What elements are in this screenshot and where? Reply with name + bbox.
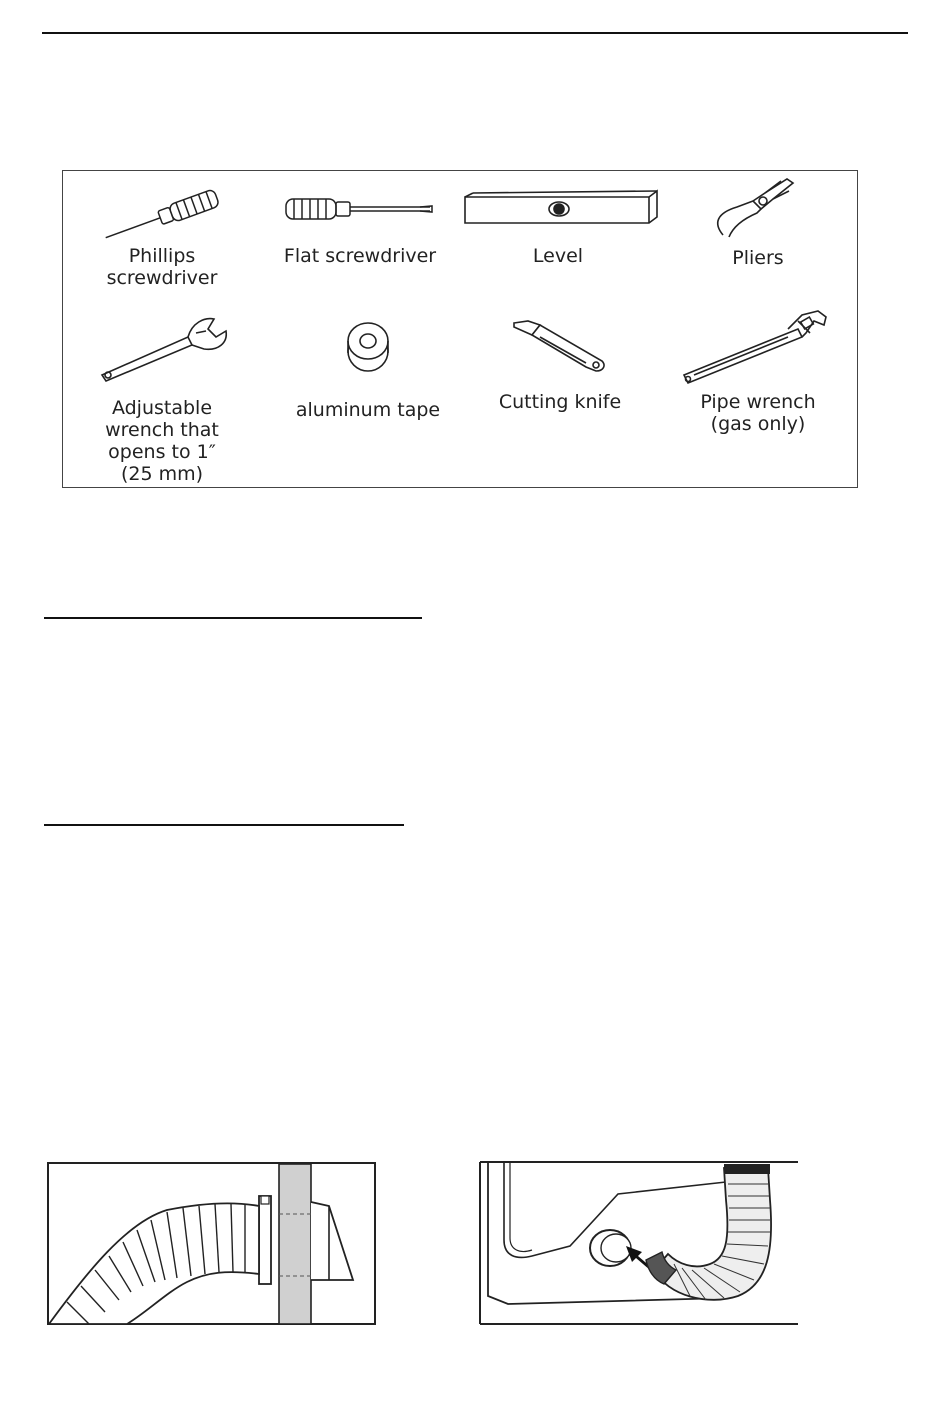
pliers-icon bbox=[703, 173, 813, 239]
tool-label-flat: Flat screwdriver bbox=[283, 245, 437, 267]
duct-through-wall-illustration bbox=[47, 1162, 377, 1326]
pipe-wrench-icon bbox=[678, 303, 838, 383]
tool-label-phillips: Phillips screwdriver bbox=[106, 245, 218, 289]
section-rule-1 bbox=[44, 617, 422, 619]
section-rule-2 bbox=[44, 824, 404, 826]
tool-phillips bbox=[67, 189, 257, 289]
tool-label-pipe: Pipe wrench (gas only) bbox=[700, 391, 816, 435]
flat-screwdriver-icon bbox=[280, 189, 440, 239]
tool-label-tape: aluminum tape bbox=[295, 399, 441, 421]
tool-tape bbox=[273, 317, 463, 421]
tool-label-adjustable: Adjustable wrench that opens to 1″ (25 mm) bbox=[105, 397, 219, 485]
tool-adjustable bbox=[67, 309, 257, 485]
tool-pliers bbox=[663, 173, 853, 269]
aluminum-tape-icon bbox=[338, 317, 398, 377]
top-rule bbox=[42, 32, 908, 34]
tools-box bbox=[62, 170, 858, 488]
level-icon bbox=[463, 189, 659, 239]
tool-knife bbox=[465, 317, 655, 413]
tool-label-pliers: Pliers bbox=[732, 247, 784, 269]
tool-label-level: Level bbox=[532, 245, 584, 267]
tool-pipe bbox=[663, 303, 853, 435]
cutting-knife-icon bbox=[510, 317, 610, 377]
tool-label-knife: Cutting knife bbox=[498, 391, 622, 413]
tool-level bbox=[463, 189, 653, 267]
adjustable-wrench-icon bbox=[92, 309, 232, 383]
phillips-screwdriver-icon bbox=[97, 189, 227, 239]
tool-flat bbox=[265, 189, 455, 267]
dryer-exhaust-connection-illustration bbox=[478, 1160, 800, 1326]
